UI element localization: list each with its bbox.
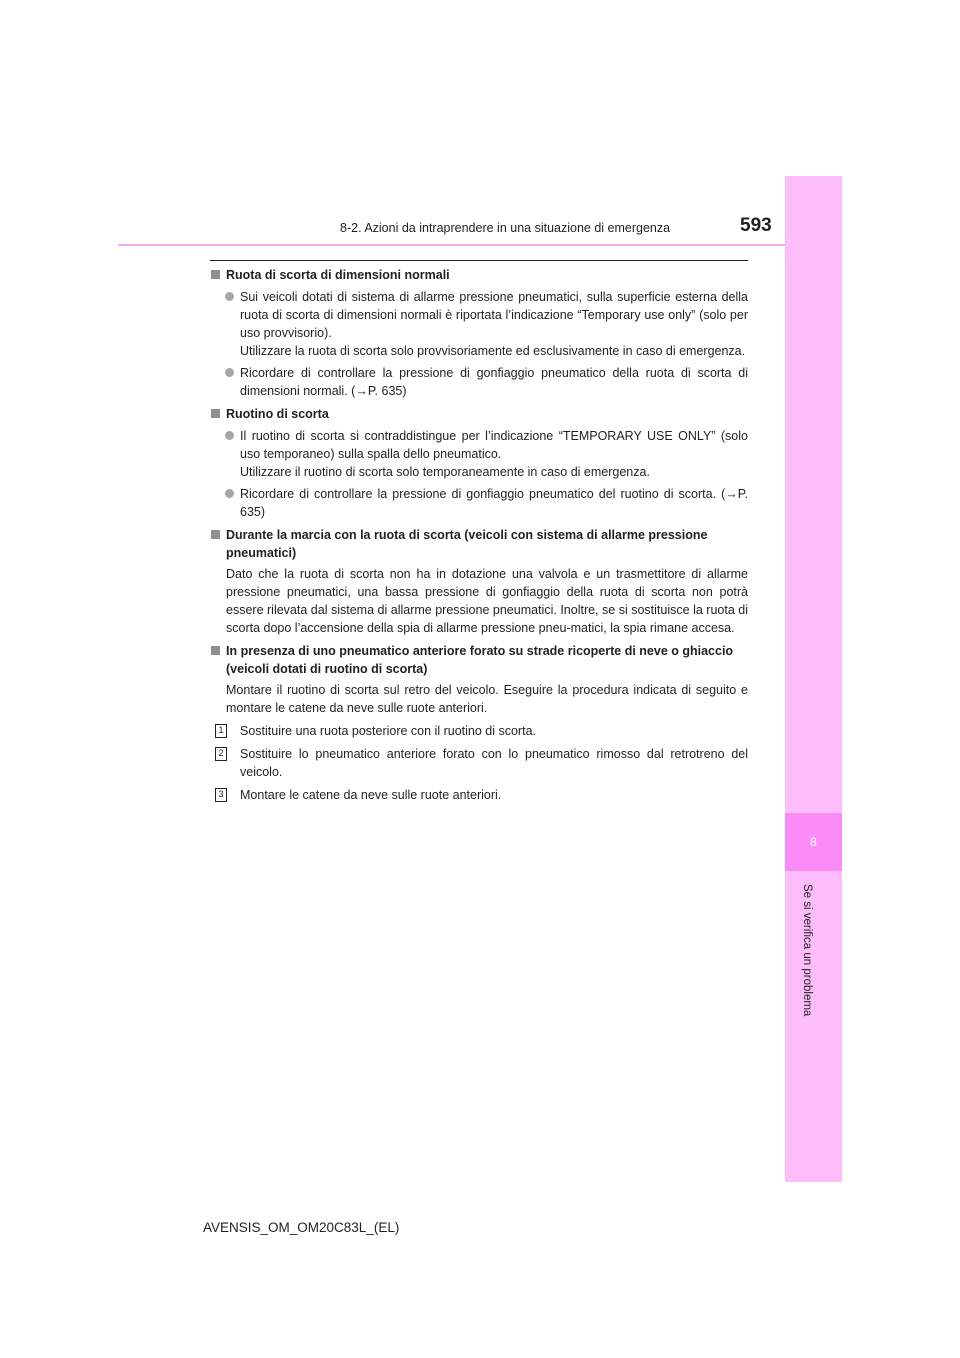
chapter-side-band [785,176,842,1182]
round-bullet-icon [225,292,234,301]
step-text: Montare le catene da neve sulle ruote anteriori. [240,788,502,802]
square-bullet-icon [211,270,220,279]
step-number-box: 1 [215,724,227,738]
section-heading: Ruota di scorta di dimensioni normali [210,266,748,284]
square-bullet-icon [211,409,220,418]
square-bullet-icon [211,530,220,539]
procedure-step [210,722,748,740]
round-bullet-icon [225,368,234,377]
step-text: Sostituire una ruota posteriore con il ruotino di scorta. [240,724,536,738]
chapter-tab [785,813,842,871]
step-number-box: 2 [215,747,227,761]
chapter-number: 8 [810,835,817,849]
procedure-step [210,786,748,804]
step-number-box: 3 [215,788,227,802]
section-heading: Ruotino di scorta [210,405,748,423]
list-item: Il ruotino di scorta si contraddistingue per l’indicazione “TEMPORARY USE ONLY” (solo uso temporaneo) sulla spalla dello pneumatico. Utilizzare il ruotino di scorta solo temporaneamente in caso di emergenza. [210,427,748,481]
list-item: Ricordare di controllare la pressione di gonfiaggio pneumatico della ruota di scorta di dimensioni normali. (→P. 635) [210,364,748,400]
list-item: Ricordare di controllare la pressione di gonfiaggio pneumatico del ruotino di scorta. (→P. 635) [210,485,748,521]
square-bullet-icon [211,646,220,655]
document-code: AVENSIS_OM_OM20C83L_(EL) [203,1220,400,1235]
section-heading: Durante la marcia con la ruota di scorta (veicoli con sistema di allarme pressione pneumatici) [210,526,748,562]
page-number: 593 [740,215,772,236]
section-heading: In presenza di uno pneumatico anteriore forato su strade ricoperte di neve o ghiaccio (veicoli dotati di ruotino di scorta) [210,642,748,678]
page-content [210,266,748,804]
header-title: 8-2. Azioni da intraprendere in una situazione di emergenza [340,221,671,235]
section-paragraph: Montare il ruotino di scorta sul retro del veicolo. Eseguire la procedura indicata di seguito e montare le catene da neve sulle ruote anteriori. [226,683,748,715]
chapter-title-vertical: Se si verifica un problema [801,884,813,1017]
procedure-step [210,745,748,781]
round-bullet-icon [225,489,234,498]
round-bullet-icon [225,431,234,440]
content-divider [210,260,748,261]
step-text: Sostituire lo pneumatico anteriore forato con lo pneumatico rimosso dal retrotreno del veicolo. [240,747,748,779]
header-divider [118,244,841,246]
section-paragraph: Dato che la ruota di scorta non ha in dotazione una valvola e un trasmettitore di allarme pressione pneumatici, una bassa pressione di gonfiaggio della ruota di scorta non potrà essere rilevata dal sistema di allarme pressione pneumatici. Inoltre, se si sostituisce la ruota di scorta dopo l’accensione della spia di allarme pressione pneu-matici, la spia rimane accesa. [226,567,748,635]
list-item: Sui veicoli dotati di sistema di allarme pressione pneumatici, sulla superficie esterna della ruota di scorta di dimensioni normali è riportata l’indicazione “Temporary use only” (solo per uso provvisorio). Utilizzare la ruota di scorta solo provvisoriamente ed esclusivamente in caso di emergenza. [210,288,748,360]
